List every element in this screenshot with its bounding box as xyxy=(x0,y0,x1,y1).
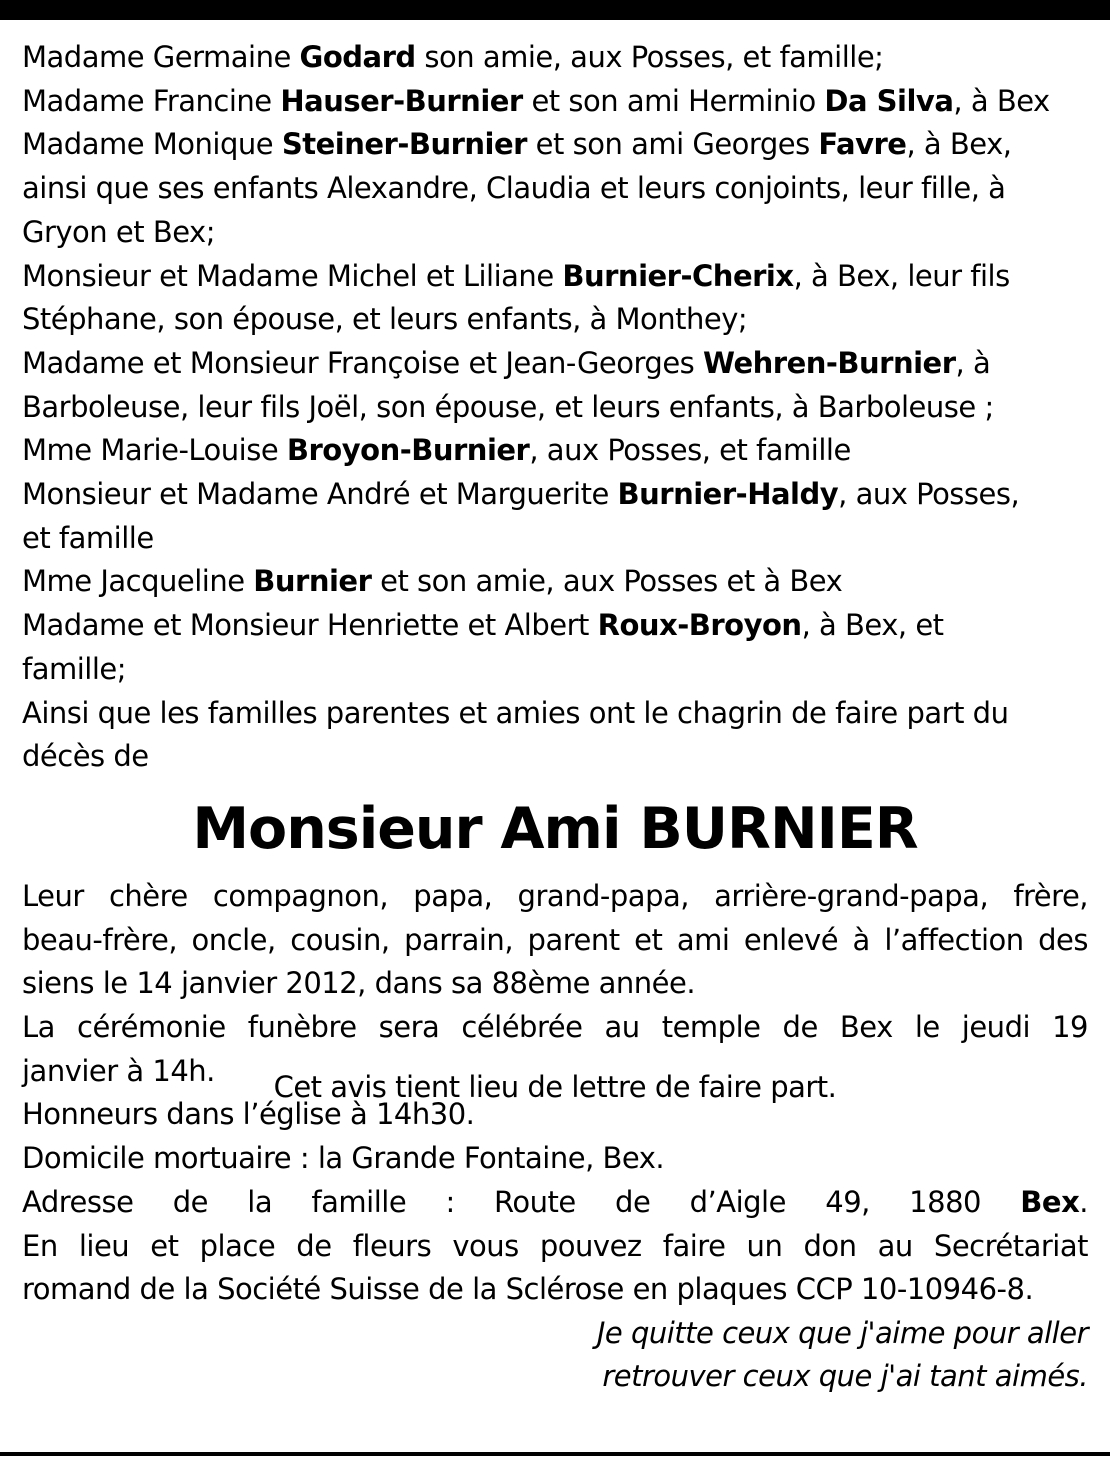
obituary-notice xyxy=(22,36,1088,1398)
mourner-line xyxy=(22,692,1088,736)
family-name: Godard xyxy=(299,40,416,74)
text-segment: décès de xyxy=(22,739,149,774)
quote-line: Je quitte ceux que j'aime pour aller xyxy=(596,1315,1088,1350)
text-segment: Domicile mortuaire : la Grande Fontaine, Bex. xyxy=(22,1141,665,1176)
text-segment: , à Bex, et xyxy=(801,608,944,643)
text-segment: Honneurs dans l’église à 14h30. xyxy=(22,1097,475,1132)
text-segment: Monsieur et Madame André et Marguerite xyxy=(22,477,618,512)
detail-line xyxy=(22,1181,1088,1225)
mourner-line xyxy=(22,342,1088,386)
text-segment: et son amie, aux Posses et à Bex xyxy=(371,564,843,599)
text-segment: Stéphane, son épouse, et leurs enfants, à Monthey; xyxy=(22,302,748,337)
quote-line: retrouver ceux que j'ai tant aimés. xyxy=(602,1358,1088,1393)
mourner-line xyxy=(22,80,1088,124)
mourner-line xyxy=(22,473,1088,517)
text-segment: Madame Monique xyxy=(22,127,282,162)
detail-line xyxy=(22,1268,1088,1312)
text-segment: et famille xyxy=(22,520,154,555)
mourner-line xyxy=(22,211,1088,255)
closing-note: Cet avis tient lieu de lettre de faire part. xyxy=(273,1070,837,1104)
mourner-line xyxy=(22,298,1088,342)
mourner-line xyxy=(22,386,1088,430)
mourner-line xyxy=(22,429,1088,473)
text-segment: , aux Posses, et famille xyxy=(529,433,851,468)
mourner-line xyxy=(22,517,1088,561)
farewell-quote xyxy=(22,1312,1088,1398)
text-segment: janvier à 14h. xyxy=(22,1053,215,1088)
mourners-list xyxy=(22,36,1088,779)
detail-line xyxy=(22,1006,1088,1050)
text-segment: beau-frère, oncle, cousin, parrain, parent et ami enlevé à l’affection des xyxy=(22,922,1088,957)
mourner-line xyxy=(22,167,1088,211)
text-segment: Madame et Monsieur Henriette et Albert xyxy=(22,608,598,643)
text-segment: siens le 14 janvier 2012, dans sa 88ème année. xyxy=(22,966,696,1001)
text-segment: ainsi que ses enfants Alexandre, Claudia et leurs conjoints, leur fille, à xyxy=(22,171,1006,206)
text-segment: Ainsi que les familles parentes et amies ont le chagrin de faire part du xyxy=(22,695,1009,730)
text-segment: En lieu et place de fleurs vous pouvez faire un don au Secrétariat xyxy=(22,1228,1088,1263)
text-segment: La cérémonie funèbre sera célébrée au temple de Bex le jeudi 19 xyxy=(22,1010,1088,1045)
text-segment: Madame et Monsieur Françoise et Jean-Georges xyxy=(22,345,703,380)
family-name: Burnier-Cherix xyxy=(562,258,794,293)
top-border-rule xyxy=(0,0,1110,20)
mourner-line xyxy=(22,123,1088,167)
text-segment: , à xyxy=(955,345,991,380)
family-name: Wehren-Burnier xyxy=(703,345,956,380)
mourner-line xyxy=(22,604,1088,648)
detail-line xyxy=(22,1137,1088,1181)
bottom-border-rule xyxy=(0,1452,1110,1456)
text-segment: , aux Posses, xyxy=(838,477,1020,512)
text-segment: , à Bex xyxy=(953,83,1050,118)
text-segment: Gryon et Bex; xyxy=(22,214,215,249)
text-segment: Madame Francine xyxy=(22,83,281,118)
text-segment: Barboleuse, leur fils Joël, son épouse, et leurs enfants, à Barboleuse ; xyxy=(22,389,994,424)
detail-line xyxy=(22,919,1088,963)
family-name: Broyon-Burnier xyxy=(286,433,530,468)
text-segment: et son ami Georges xyxy=(526,127,819,162)
text-segment: Mme Marie-Louise xyxy=(22,433,287,468)
mourner-line xyxy=(22,255,1088,299)
family-name: Bex xyxy=(1020,1184,1080,1219)
mourner-line xyxy=(22,560,1088,604)
deceased-name: Monsieur Ami BURNIER xyxy=(192,795,918,862)
mourner-line xyxy=(22,36,1088,80)
family-name: Burnier-Haldy xyxy=(617,477,839,512)
detail-line xyxy=(22,1225,1088,1269)
detail-line xyxy=(22,875,1088,919)
family-name: Favre xyxy=(818,127,907,162)
family-name: Da Silva xyxy=(824,83,954,118)
text-segment: Monsieur et Madame Michel et Liliane xyxy=(22,258,563,293)
family-name: Hauser-Burnier xyxy=(280,83,523,118)
text-segment: Madame Germaine xyxy=(22,40,300,74)
text-segment: romand de la Société Suisse de la Sclérose en plaques CCP 10-10946-8. xyxy=(22,1272,1034,1307)
text-segment: Mme Jacqueline xyxy=(22,564,254,599)
text-segment: son amie, aux Posses, et famille; xyxy=(415,40,884,74)
text-segment: famille; xyxy=(22,651,127,686)
text-segment: , à Bex, leur fils xyxy=(793,258,1010,293)
family-name: Steiner-Burnier xyxy=(281,127,527,162)
family-name: Burnier xyxy=(253,564,372,599)
text-segment: et son ami Herminio xyxy=(522,83,825,118)
mourner-line xyxy=(22,735,1088,779)
text-segment: Adresse de la famille : Route de d’Aigle 49, 1880 xyxy=(22,1184,1021,1219)
text-segment: . xyxy=(1079,1184,1088,1219)
text-segment: , à Bex, xyxy=(906,127,1012,162)
text-segment: Leur chère compagnon, papa, grand-papa, arrière-grand-papa, frère, xyxy=(22,878,1088,913)
detail-line xyxy=(22,962,1088,1006)
mourner-line xyxy=(22,648,1088,692)
family-name: Roux-Broyon xyxy=(597,608,802,643)
